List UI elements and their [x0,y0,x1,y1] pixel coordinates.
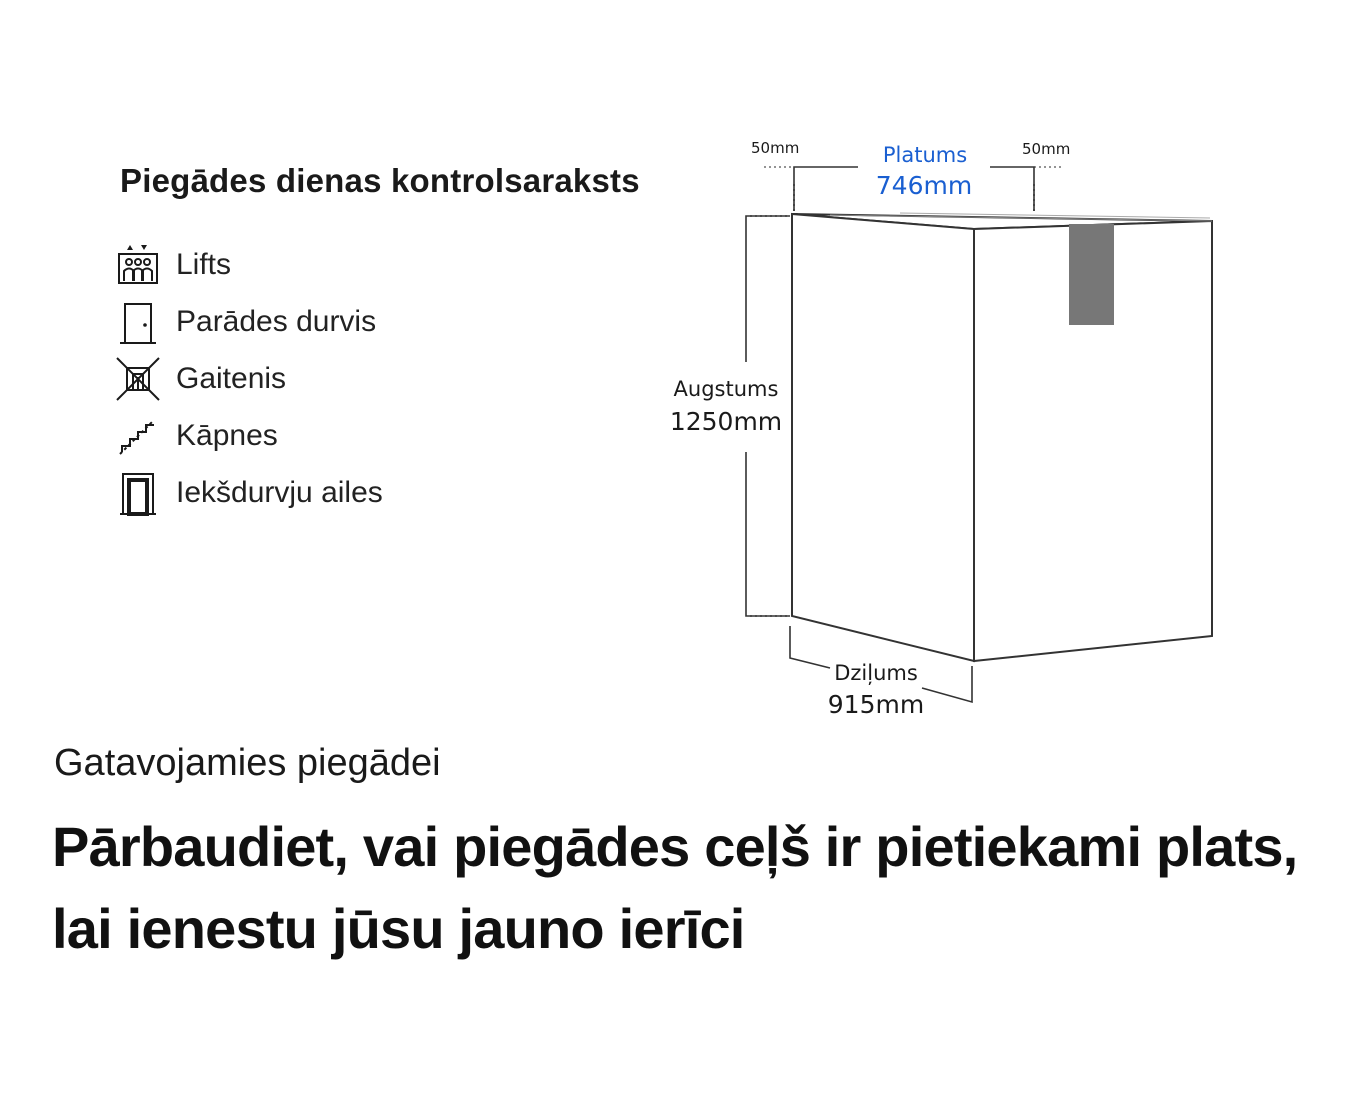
clearance-right-label: 50mm [1022,140,1071,158]
headline: Pārbaudiet, vai piegādes ceļš ir pietiekami plats, lai ienestu jūsu jauno ierīci [52,815,1298,960]
height-value: 1250mm [669,407,783,436]
appliance-box [792,213,1212,661]
box-label-strip [1069,224,1114,325]
checklist-label: Parādes durvis [176,304,377,338]
checklist-label: Kāpnes [176,418,278,452]
width-label: Platums [882,143,968,167]
clearance-left-label: 50mm [751,139,800,157]
depth-label: Dziļums [834,661,918,685]
checklist-label: Iekšdurvju ailes [176,475,383,509]
checklist-label: Gaitenis [176,361,287,395]
depth-value: 915mm [827,690,925,719]
width-value: 746mm [875,171,973,200]
checklist-label: Lifts [176,247,232,281]
subtitle: Gatavojamies piegādei [54,742,441,784]
height-label: Augstums [673,377,779,401]
checklist-title: Piegādes dienas kontrolsaraksts [120,162,640,199]
